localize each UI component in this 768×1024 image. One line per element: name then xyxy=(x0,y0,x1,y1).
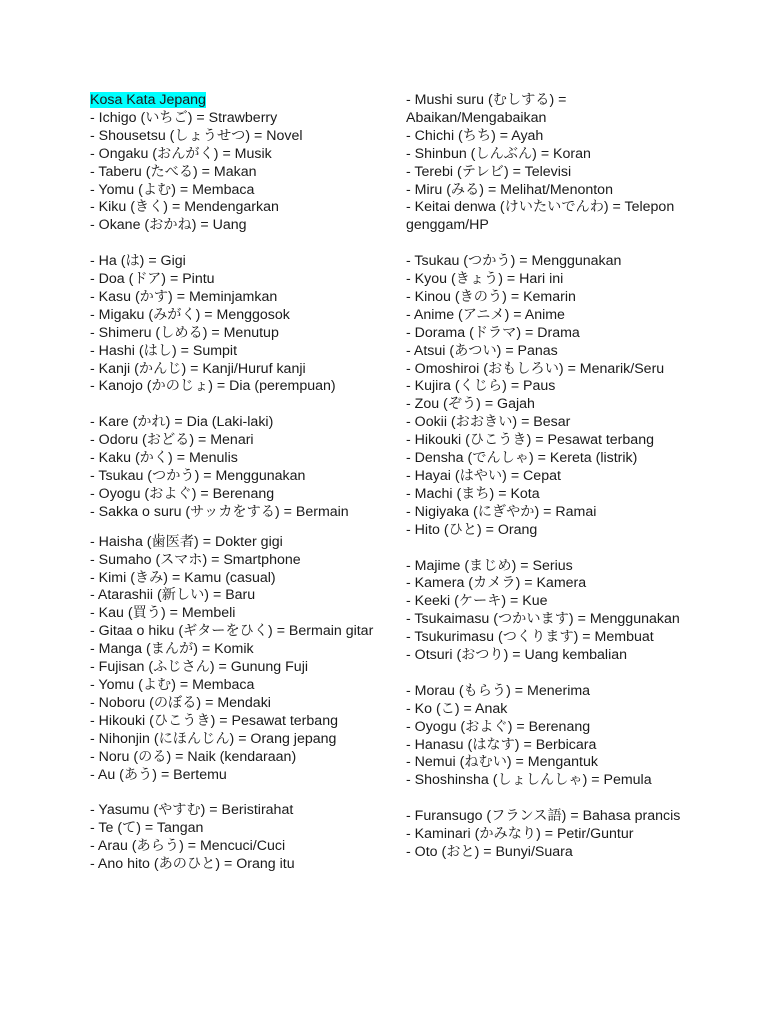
vocab-entry: - Oto (おと) = Bunyi/Suara xyxy=(406,844,573,860)
vocab-entry: - Zou (ぞう) = Gajah xyxy=(406,396,535,413)
vocab-entry: - Ha (は) = Gigi xyxy=(90,253,186,270)
vocab-entry: - Anime (アニメ) = Anime xyxy=(406,306,565,323)
vocab-entry: - Kyou (きょう) = Hari ini xyxy=(406,271,564,288)
vocab-entry: - Noru (のる) = Naik (kendaraan) xyxy=(90,748,297,765)
vocab-entry: - Keitai denwa (けいたいでんわ) = Telepon genggam/HP xyxy=(406,199,675,234)
vocab-entry: - Nihonjin (にほんじん) = Orang jepang xyxy=(90,730,337,747)
vocab-entry: - Taberu (たべる) = Makan xyxy=(90,163,257,180)
vocab-entry: - Manga (まんが) = Komik xyxy=(90,641,254,658)
vocab-entry: - Kimi (きみ) = Kamu (casual) xyxy=(90,569,276,586)
vocab-entry: - Kau (買う) = Membeli xyxy=(90,605,236,622)
vocab-entry: - Migaku (みがく) = Menggosok xyxy=(90,306,290,323)
vocab-entry: - Au (あう) = Bertemu xyxy=(90,766,227,783)
vocab-group xyxy=(90,802,390,874)
right-column xyxy=(406,92,706,880)
vocab-group xyxy=(90,110,390,235)
vocab-entry: - Oyogu (およぐ) = Berenang xyxy=(406,718,591,735)
vocab-group xyxy=(406,808,706,862)
vocab-entry: - Tsukurimasu (つくります) = Membuat xyxy=(406,629,654,646)
vocab-entry: - Dorama (ドラマ) = Drama xyxy=(406,324,580,341)
vocab-entry: - Kiku (きく) = Mendengarkan xyxy=(90,199,279,216)
vocab-entry: - Kanojo (かのじょ) = Dia (perempuan) xyxy=(90,378,336,395)
vocab-entry: - Kaku (かく) = Menulis xyxy=(90,450,238,467)
vocab-entry: - Gitaa o hiku (ギターをひく) = Bermain gitar xyxy=(90,623,374,640)
vocab-entry: - Kujira (くじら) = Paus xyxy=(406,378,556,395)
vocab-entry: - Terebi (テレビ) = Televisi xyxy=(406,163,572,180)
vocab-entry: - Ichigo (いちご) = Strawberry xyxy=(90,109,278,126)
vocab-entry: - Hayai (はやい) = Cepat xyxy=(406,468,561,485)
vocab-entry: - Miru (みる) = Melihat/Menonton xyxy=(406,181,613,198)
document-title: Kosa Kata Jepang xyxy=(90,92,206,108)
vocab-group xyxy=(90,414,390,521)
vocab-entry: - Kinou (きのう) = Kemarin xyxy=(406,288,576,305)
vocab-entry: - Kanji (かんじ) = Kanji/Huruf kanji xyxy=(90,360,306,377)
vocab-entry: - Shousetsu (しょうせつ) = Novel xyxy=(90,127,303,144)
vocab-entry: - Morau (もらう) = Menerima xyxy=(406,682,591,699)
vocab-group xyxy=(90,253,390,396)
vocab-entry: - Okane (おかね) = Uang xyxy=(90,217,247,234)
vocab-entry: - Nemui (ねむい) = Mengantuk xyxy=(406,754,598,771)
vocab-entry: - Ongaku (おんがく) = Musik xyxy=(90,145,272,162)
vocab-entry: - Atsui (あつい) = Panas xyxy=(406,342,558,359)
vocab-entry: - Doa (ドア) = Pintu xyxy=(90,271,215,288)
vocab-entry: - Otsuri (おつり) = Uang kembalian xyxy=(406,647,628,664)
vocab-entry: - Machi (まち) = Kota xyxy=(406,485,540,502)
vocab-entry: - Sumaho (スマホ) = Smartphone xyxy=(90,551,301,568)
left-column xyxy=(90,92,390,892)
vocab-entry: - Ano hito (あのひと) = Orang itu xyxy=(90,856,295,873)
vocab-entry: - Omoshiroi (おもしろい) = Menarik/Seru xyxy=(406,360,665,377)
vocab-entry: - Haisha (歯医者) = Dokter gigi xyxy=(90,533,283,550)
vocab-entry: - Ookii (おおきい) = Besar xyxy=(406,414,571,431)
vocab-entry: - Hikouki (ひこうき) = Pesawat terbang xyxy=(90,712,338,729)
vocab-group xyxy=(406,253,706,540)
vocab-group xyxy=(406,558,706,665)
vocab-entry: - Shinbun (しんぶん) = Koran xyxy=(406,145,591,162)
vocab-entry: - Atarashii (新しい) = Baru xyxy=(90,587,256,604)
vocab-entry: - Tsukau (つかう) = Menggunakan xyxy=(406,253,622,270)
left-vocabulary-groups xyxy=(90,110,390,874)
vocab-entry: - Hanasu (はなす) = Berbicara xyxy=(406,736,597,753)
vocab-entry: - Kasu (かす) = Meminjamkan xyxy=(90,288,278,305)
vocab-entry: - Oyogu (およぐ) = Berenang xyxy=(90,485,275,502)
vocab-entry: - Yasumu (やすむ) = Beristirahat xyxy=(90,802,294,819)
vocab-entry: - Nigiyaka (にぎやか) = Ramai xyxy=(406,503,597,520)
title-line xyxy=(90,92,390,110)
vocab-entry: - Yomu (よむ) = Membaca xyxy=(90,676,255,693)
vocab-entry: - Hito (ひと) = Orang xyxy=(406,521,538,538)
vocab-entry: - Kamera (カメラ) = Kamera xyxy=(406,575,587,592)
vocab-entry: - Te (て) = Tangan xyxy=(90,820,204,837)
vocab-entry: - Sakka o suru (サッカをする) = Bermain xyxy=(90,503,349,520)
vocab-entry: - Hikouki (ひこうき) = Pesawat terbang xyxy=(406,432,654,449)
vocab-group xyxy=(406,92,706,235)
vocab-entry: - Fujisan (ふじさん) = Gunung Fuji xyxy=(90,659,309,676)
vocab-group xyxy=(406,683,706,790)
vocab-entry: - Keeki (ケーキ) = Kue xyxy=(406,593,548,610)
vocab-entry: - Majime (まじめ) = Serius xyxy=(406,557,573,574)
vocab-entry: - Yomu (よむ) = Membaca xyxy=(90,181,255,198)
vocab-entry: - Tsukau (つかう) = Menggunakan xyxy=(90,468,306,484)
vocab-entry: - Kaminari (かみなり) = Petir/Guntur xyxy=(406,826,634,843)
vocab-entry: - Arau (あらう) = Mencuci/Cuci xyxy=(90,838,286,855)
vocab-entry: - Hashi (はし) = Sumpit xyxy=(90,342,238,359)
right-vocabulary-groups xyxy=(406,92,706,862)
vocab-entry: - Odoru (おどる) = Menari xyxy=(90,432,254,449)
vocab-entry: - Mushi suru (むしする) = Abaikan/Mengabaikan xyxy=(406,92,567,126)
vocab-entry: - Furansugo (フランス語) = Bahasa prancis xyxy=(406,808,681,825)
vocab-group xyxy=(90,534,390,785)
vocab-entry: - Tsukaimasu (つかいます) = Menggunakan xyxy=(406,611,680,628)
vocab-entry: - Chichi (ちち) = Ayah xyxy=(406,127,544,144)
vocab-entry: - Kare (かれ) = Dia (Laki-laki) xyxy=(90,414,274,431)
vocab-entry: - Shoshinsha (しょしんしゃ) = Pemula xyxy=(406,772,652,789)
vocab-entry: - Shimeru (しめる) = Menutup xyxy=(90,324,279,341)
vocab-entry: - Noboru (のぼる) = Mendaki xyxy=(90,694,271,711)
vocab-entry: - Ko (こ) = Anak xyxy=(406,700,508,717)
vocab-entry: - Densha (でんしゃ) = Kereta (listrik) xyxy=(406,450,638,467)
